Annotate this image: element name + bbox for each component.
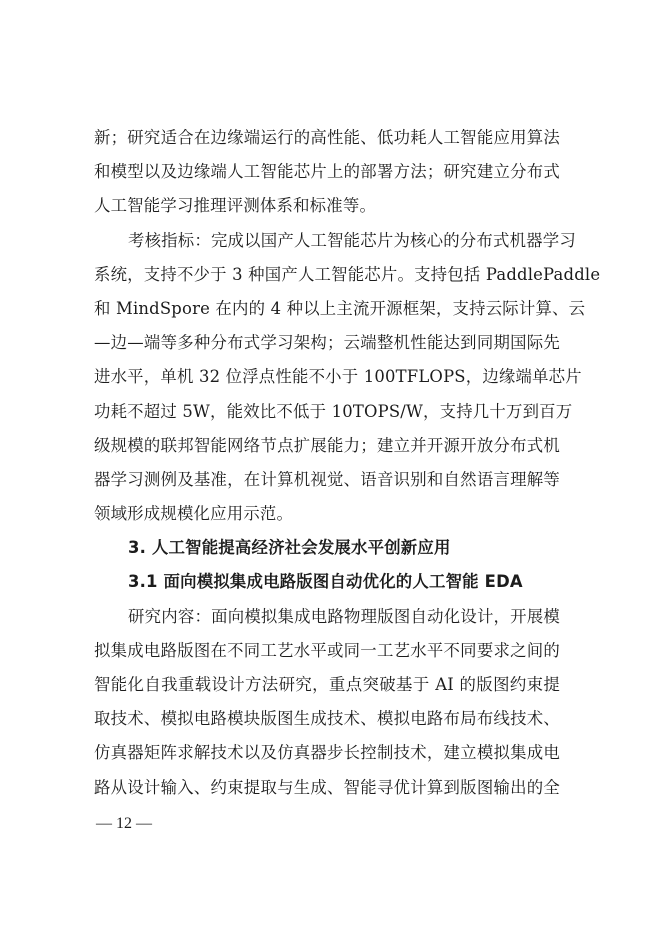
- document-body: [94, 121, 601, 805]
- text-line: 功耗不超过 5W，能效比不低于 10TOPS/W，支持几十万到百万: [94, 401, 573, 421]
- text-line: 新；研究适合在边缘端运行的高性能、低功耗人工智能应用算法: [94, 128, 560, 147]
- text-line: 进水平，单机 32 位浮点性能不小于 100TFLOPS，边缘端单芯片: [94, 367, 582, 387]
- text-line: 系统，支持不少于 3 种国产人工智能芯片。支持包括 PaddlePaddle: [94, 264, 601, 284]
- text-line: 拟集成电路版图在不同工艺水平或同一工艺水平不同要求之间的: [94, 640, 560, 660]
- text-line: 和模型以及边缘端人工智能芯片上的部署方法；研究建立分布式: [94, 162, 560, 182]
- text-line: 智能化自我重载设计方法研究，重点突破基于 AI 的版图约束提: [94, 675, 560, 694]
- text-line: —边—端等多种分布式学习架构；云端整机性能达到同期国际先: [94, 333, 560, 353]
- paragraph-first-line: 研究内容：面向模拟集成电路物理版图自动化设计，开展模: [128, 606, 560, 626]
- text-line: 仿真器矩阵求解技术以及仿真器步长控制技术，建立模拟集成电: [94, 743, 560, 763]
- text-line: 级规模的联邦智能网络节点扩展能力；建立并开源开放分布式机: [94, 435, 560, 455]
- text-line: 领域形成规模化应用示范。: [94, 504, 294, 524]
- page-number: — 12 —: [96, 815, 152, 832]
- text-line: 取技术、模拟电路模块版图生成技术、模拟电路布局布线技术、: [94, 709, 560, 729]
- subsection-heading: 3.1 面向模拟集成电路版图自动优化的人工智能 EDA: [128, 572, 523, 592]
- paragraph-first-line: 考核指标：完成以国产人工智能芯片为核心的分布式机器学习: [128, 230, 576, 250]
- text-line: 人工智能学习推理评测体系和标准等。: [94, 196, 377, 216]
- text-line: 路从设计输入、约束提取与生成、智能寻优计算到版图输出的全: [94, 777, 560, 797]
- text-line: 器学习测例及基准，在计算机视觉、语音识别和自然语言理解等: [94, 469, 560, 489]
- text-line: 和 MindSpore 在内的 4 种以上主流开源框架，支持云际计算、云: [94, 298, 586, 318]
- section-heading: 3. 人工智能提高经济社会发展水平创新应用: [128, 538, 451, 558]
